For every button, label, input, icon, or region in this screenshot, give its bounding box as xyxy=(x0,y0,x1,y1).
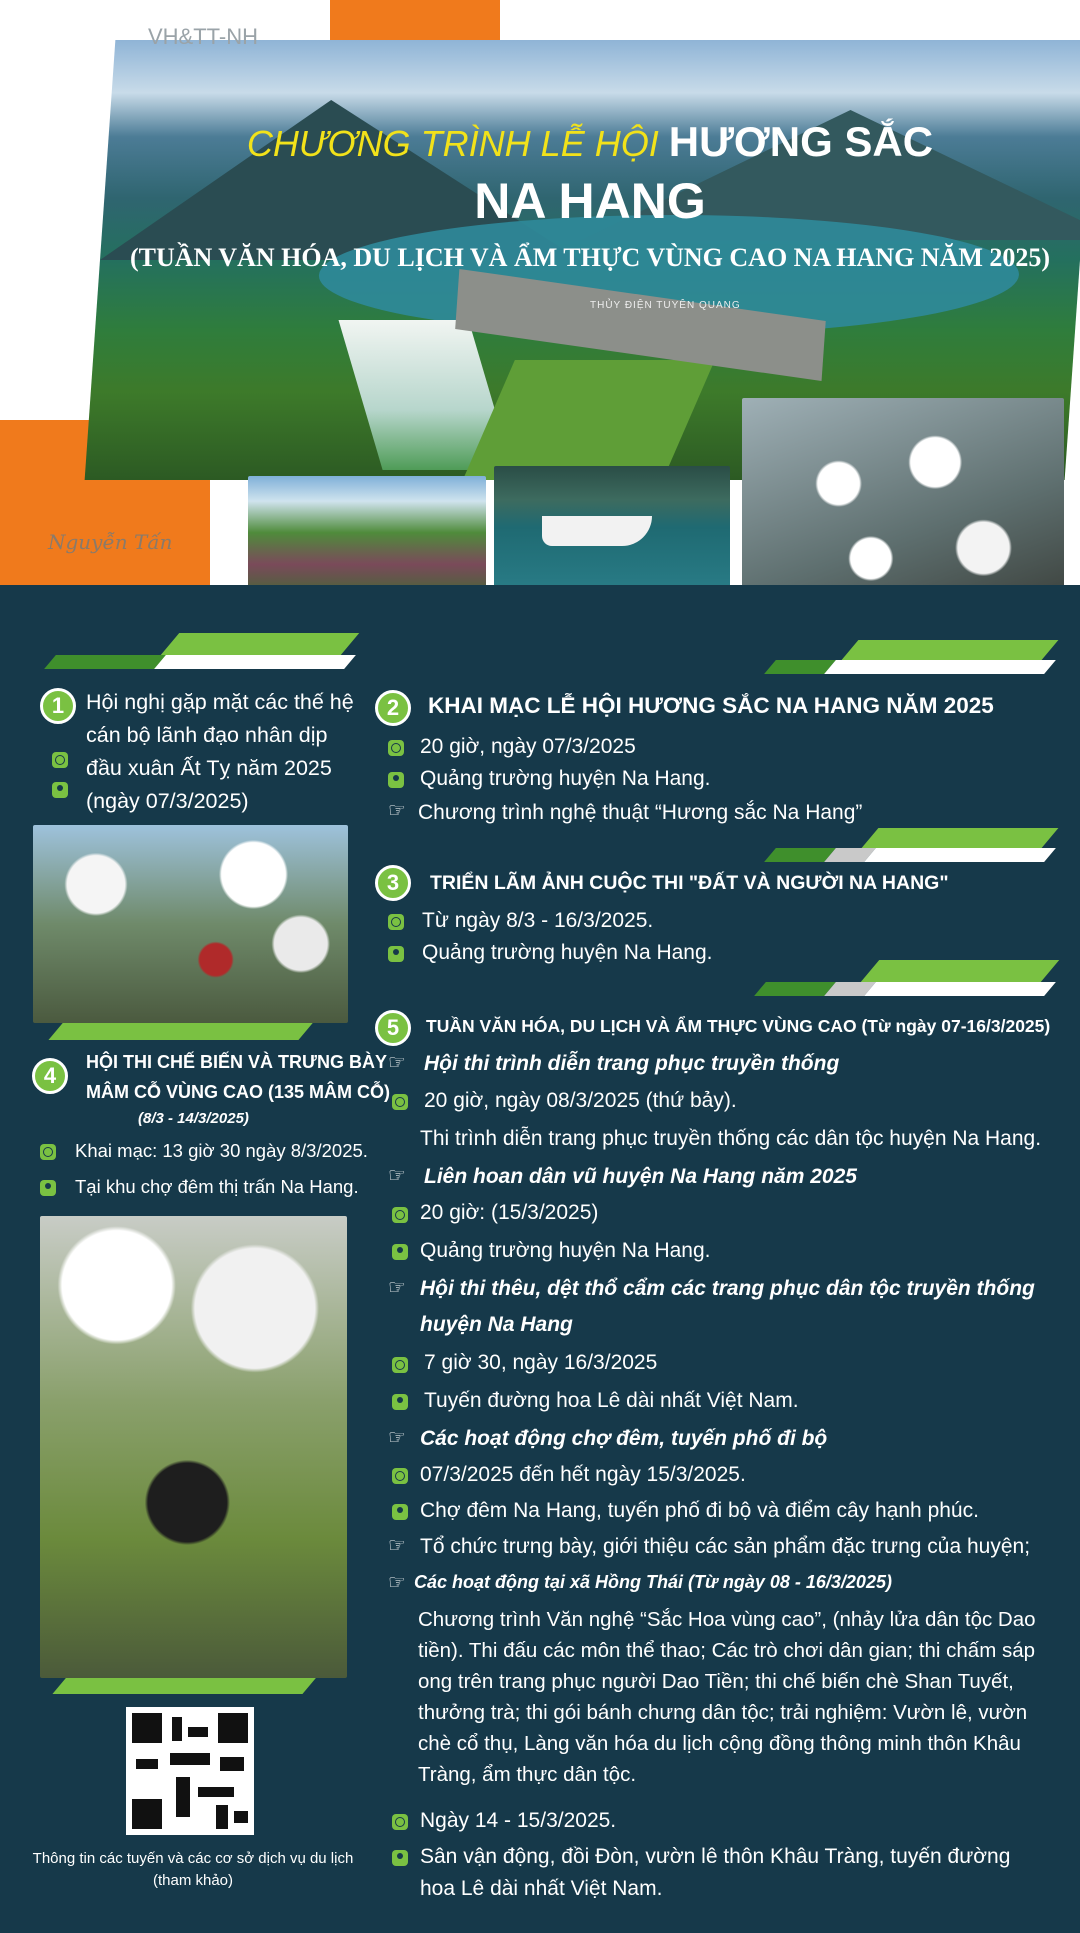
festival-crowd-photo xyxy=(248,476,486,585)
clock-icon xyxy=(388,914,404,930)
s5-d-place: Chợ đêm Na Hang, tuyến phố đi bộ và điểm cây hạnh phúc. xyxy=(420,1499,979,1522)
s4-time: Khai mạc: 13 giờ 30 ngày 8/3/2025. xyxy=(75,1140,368,1161)
section-number-badge: 3 xyxy=(375,865,411,901)
s1-line: đầu xuân Ất Tỵ năm 2025 xyxy=(86,756,332,780)
s5-e-text: Tổ chức trưng bày, giới thiệu các sản phẩm đặc trưng của huyện; xyxy=(420,1535,1031,1558)
s5-f-title: Các hoạt động tại xã Hồng Thái (Từ ngày 08 - 16/3/2025) xyxy=(414,1572,892,1592)
s3-place: Quảng trường huyện Na Hang. xyxy=(422,941,713,964)
s5-f-place-line2: hoa Lê dài nhất Việt Nam. xyxy=(420,1877,663,1900)
s5-title: TUẦN VĂN HÓA, DU LỊCH VÀ ẨM THỰC VÙNG CAO (Từ ngày 07-16/3/2025) xyxy=(426,1016,1051,1036)
location-pin-icon xyxy=(388,946,404,962)
s1-line: Hội nghị gặp mặt các thế hệ xyxy=(86,690,354,714)
clock-icon xyxy=(392,1207,408,1223)
woman-in-flowers-photo xyxy=(33,825,348,1023)
s5-f-desc: Chương trình Văn nghệ “Sắc Hoa vùng cao”, (nhảy lửa dân tộc Dao tiền). Thi đấu các môn thể thao; Các trò chơi dân gian; thi chấm sáp ong trên trang phục người Dao Tiền; thi chế biến chè Shan Tuyết, thưởng trà; thi gói bánh chưng dân tộc; trải nghiệm: Vườn lê, vườn chè cổ thụ, Làng văn hóa du lịch cộng đồng thông minh thôn Khâu Tràng, ẩm thực dân tộc. xyxy=(418,1608,1036,1786)
dam-sign: THỦY ĐIỆN TUYÊN QUANG xyxy=(590,300,741,311)
clock-icon xyxy=(392,1094,408,1110)
pointing-hand-icon: ☞ xyxy=(388,1163,406,1187)
section-number-badge: 5 xyxy=(375,1010,411,1046)
s5-b-place: Quảng trường huyện Na Hang. xyxy=(420,1239,711,1262)
s5-b-title: Liên hoan dân vũ huyện Na Hang năm 2025 xyxy=(424,1165,857,1188)
s5-a-desc: Thi trình diễn trang phục truyền thống các dân tộc huyện Na Hang. xyxy=(420,1127,1042,1150)
green-stripe-under-photo xyxy=(48,1022,313,1040)
s5-c-title-line2: huyện Na Hang xyxy=(420,1313,573,1336)
s5-c-place: Tuyến đường hoa Lê dài nhất Việt Nam. xyxy=(424,1389,799,1412)
photographer-signature: Nguyễn Tấn xyxy=(48,530,173,554)
s4-title-line1: HỘI THI CHẾ BIẾN VÀ TRƯNG BÀY xyxy=(86,1052,387,1072)
s2-time: 20 giờ, ngày 07/3/2025 xyxy=(420,735,636,758)
title-part2: HƯƠNG SẮC xyxy=(668,118,934,165)
clock-icon xyxy=(52,752,68,768)
s3-time: Từ ngày 8/3 - 16/3/2025. xyxy=(422,909,654,932)
qr-code[interactable] xyxy=(126,1707,254,1835)
s1-line: (ngày 07/3/2025) xyxy=(86,789,249,813)
s5-a-time: 20 giờ, ngày 08/3/2025 (thứ bảy). xyxy=(424,1089,737,1112)
s4-title-line2: MÂM CỖ VÙNG CAO (135 MÂM CỖ) xyxy=(86,1082,391,1102)
location-pin-icon xyxy=(392,1504,408,1520)
s2-note: Chương trình nghệ thuật “Hương sắc Na Hang” xyxy=(418,801,863,824)
location-pin-icon xyxy=(392,1394,408,1410)
s2-title: KHAI MẠC LỄ HỘI HƯƠNG SẮC NA HANG NĂM 2025 xyxy=(428,693,994,718)
s5-f-time: Ngày 14 - 15/3/2025. xyxy=(420,1809,617,1832)
pointing-hand-icon: ☞ xyxy=(388,1425,406,1449)
s1-line: cán bộ lãnh đạo nhân dịp xyxy=(86,723,328,747)
location-pin-icon xyxy=(52,782,68,798)
location-pin-icon xyxy=(392,1244,408,1260)
header-banner xyxy=(0,0,1080,585)
s5-d-time: 07/3/2025 đến hết ngày 15/3/2025. xyxy=(420,1463,746,1486)
section-number-badge: 2 xyxy=(375,690,411,726)
s5-c-title-line1: Hội thi thêu, dệt thổ cẩm các trang phục dân tộc truyền thống xyxy=(420,1277,1035,1300)
s2-place: Quảng trường huyện Na Hang. xyxy=(420,767,711,790)
s5-d-title: Các hoạt động chợ đêm, tuyến phố đi bộ xyxy=(420,1427,828,1450)
s4-dates: (8/3 - 14/3/2025) xyxy=(138,1110,249,1127)
white-flowers-photo xyxy=(742,398,1064,585)
title-part1: CHƯƠNG TRÌNH LỄ HỘI xyxy=(246,123,659,164)
s5-b-time: 20 giờ: (15/3/2025) xyxy=(420,1201,599,1224)
pointing-hand-icon: ☞ xyxy=(388,798,406,822)
section-number-badge: 4 xyxy=(32,1058,68,1094)
woman-in-traditional-dress-photo xyxy=(40,1216,347,1678)
watermark: VH&TT-NH xyxy=(148,24,258,49)
pointing-hand-icon: ☞ xyxy=(388,1050,406,1074)
location-pin-icon xyxy=(40,1180,56,1196)
page-title-line2: NA HANG xyxy=(474,173,706,229)
pointing-hand-icon: ☞ xyxy=(388,1275,406,1299)
s5-c-time: 7 giờ 30, ngày 16/3/2025 xyxy=(424,1351,658,1374)
green-stripe-under-photo2 xyxy=(52,1676,317,1694)
clock-icon xyxy=(40,1144,56,1160)
s4-place: Tại khu chợ đêm thị trấn Na Hang. xyxy=(75,1176,359,1197)
section-number-badge: 1 xyxy=(40,688,76,724)
s5-f-place-line1: Sân vận động, đồi Đòn, vườn lê thôn Khâu Tràng, tuyến đường xyxy=(420,1845,1011,1868)
clock-icon xyxy=(388,740,404,756)
clock-icon xyxy=(392,1357,408,1373)
clock-icon xyxy=(392,1468,408,1484)
clock-icon xyxy=(392,1814,408,1830)
s3-title: TRIỂN LÃM ẢNH CUỘC THI "ĐẤT VÀ NGƯỜI NA HANG" xyxy=(430,872,949,894)
orange-accent-top xyxy=(330,0,500,40)
s5-a-title: Hội thi trình diễn trang phục truyền thống xyxy=(424,1052,840,1075)
pointing-hand-icon: ☞ xyxy=(388,1570,406,1594)
qr-caption: Thông tin các tuyến và các cơ sở dịch vụ du lịch (tham khảo) xyxy=(32,1850,354,1889)
page-subtitle: (TUẦN VĂN HÓA, DU LỊCH VÀ ẨM THỰC VÙNG CAO NA HANG NĂM 2025) xyxy=(129,243,1051,272)
location-pin-icon xyxy=(392,1850,408,1866)
boat-lake-photo xyxy=(494,466,730,585)
page-title-line1 xyxy=(160,118,1020,166)
location-pin-icon xyxy=(388,772,404,788)
pointing-hand-icon: ☞ xyxy=(388,1533,406,1557)
